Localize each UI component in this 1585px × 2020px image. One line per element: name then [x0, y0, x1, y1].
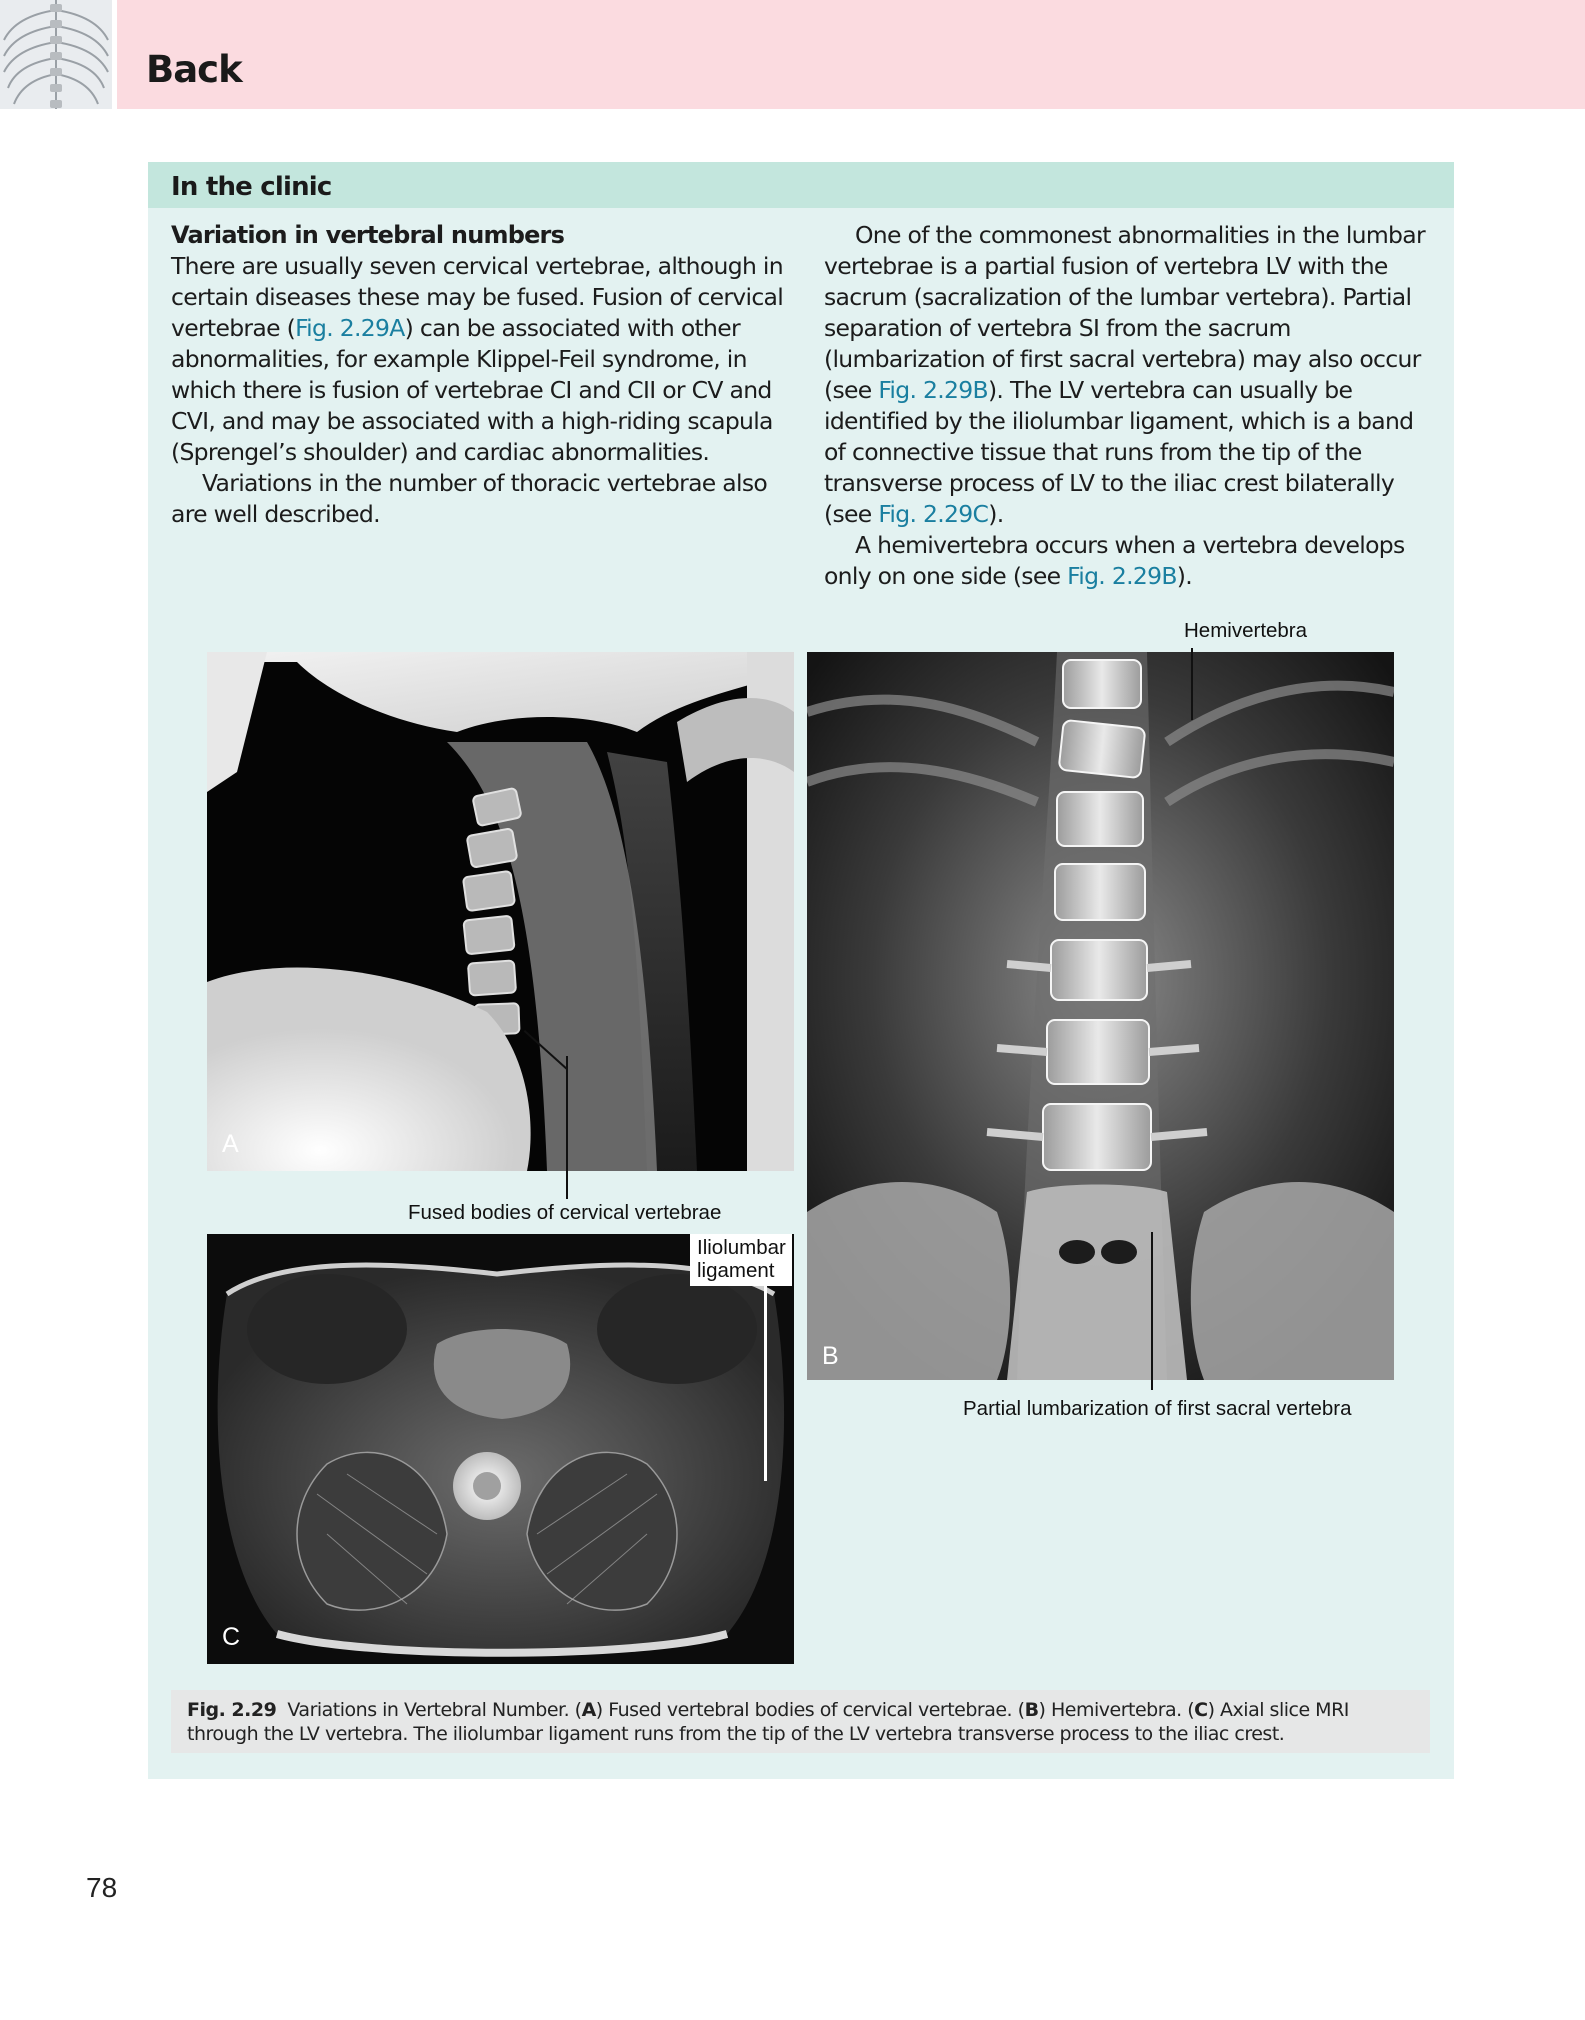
- text-run: One of the commonest abnormalities in the lumbar vertebrae is a partial fusion of vertebra LV with the sacrum (sacralization of the lumbar vertebra). Partial separation of vertebra SI from the sacrum (lumbarization of first sacral vertebra) may also occur (see: [824, 221, 1425, 404]
- label-line: Iliolumbar: [697, 1236, 786, 1259]
- page-number: 78: [86, 1872, 118, 1903]
- text-run: ).: [988, 500, 1004, 528]
- section-subheading: Variation in vertebral numbers: [171, 221, 565, 249]
- leader-line-a: [566, 1056, 568, 1199]
- figure-link-2-29b-second[interactable]: Fig. 2.29B: [1067, 562, 1177, 590]
- left-text-column: [171, 220, 786, 530]
- clinic-box-title: In the clinic: [171, 172, 332, 202]
- paragraph-lumbar: [824, 220, 1439, 530]
- xray-panel-a: [207, 652, 794, 1171]
- panel-letter-c: C: [222, 1623, 241, 1651]
- label-line: ligament: [697, 1259, 775, 1282]
- caption-run: ) Hemivertebra. (: [1038, 1699, 1195, 1721]
- leader-line-hemivertebra: [1191, 648, 1193, 720]
- paragraph-thoracic: Variations in the number of thoracic vertebrae also are well described.: [171, 469, 768, 528]
- caption-letter: C: [1194, 1699, 1208, 1721]
- right-text-column: [824, 220, 1439, 592]
- figure-caption: [171, 1690, 1430, 1753]
- caption-letter: B: [1024, 1699, 1039, 1721]
- paragraph-hemivertebra: [824, 530, 1439, 592]
- header-band: [117, 0, 1585, 109]
- text-run: ) can be associated with other abnormalities, for example Klippel-Feil syndrome, in which there is fusion of vertebrae CI and CII or CV and CVI, and may be associated with a high-riding scapula (Sprengel’s shoulder) and cardiac abnormalities.: [171, 314, 773, 466]
- panel-letter-a: A: [222, 1130, 239, 1158]
- figure-link-2-29c[interactable]: Fig. 2.29C: [878, 500, 989, 528]
- caption-run: ) Fused vertebral bodies of cervical vertebrae. (: [595, 1699, 1025, 1721]
- text-run: There are usually seven cervical vertebrae, although in certain diseases these may be fused. Fusion of cervical vertebrae (: [171, 252, 784, 342]
- leader-line-lumbarization: [1151, 1232, 1153, 1390]
- figure-link-2-29a[interactable]: Fig. 2.29A: [295, 314, 405, 342]
- leader-line-iliolumbar: [764, 1286, 767, 1481]
- text-run: A hemivertebra occurs when a vertebra develops only on one side (see: [824, 531, 1405, 590]
- caption-run: ) Axial slice MRI through the LV vertebra. The iliolumbar ligament runs from the tip of the LV vertebra transverse process to the iliac crest.: [187, 1699, 1349, 1745]
- text-run: ).: [1176, 562, 1193, 590]
- label-fused-bodies: Fused bodies of cervical vertebrae: [408, 1201, 722, 1224]
- text-run: ). The LV vertebra can usually be identified by the iliolumbar ligament, which is a band of connective tissue that runs from the tip of the transverse process of LV to the iliac crest bilaterally (see: [824, 376, 1414, 528]
- caption-letter: A: [581, 1699, 596, 1721]
- caption-run: Variations in Vertebral Number. (: [287, 1699, 582, 1721]
- caption-figure-number: Fig. 2.29: [187, 1699, 277, 1721]
- figure-caption-text: [187, 1698, 1417, 1746]
- spine-thumbnail-icon: [0, 0, 112, 109]
- paragraph-cervical: [171, 251, 786, 468]
- panel-letter-b: B: [822, 1342, 839, 1370]
- label-partial-lumbarization: Partial lumbarization of first sacral vertebra: [963, 1397, 1352, 1420]
- label-hemivertebra: Hemivertebra: [1184, 619, 1308, 642]
- figure-link-2-29b[interactable]: Fig. 2.29B: [878, 376, 988, 404]
- chapter-title: Back: [146, 48, 242, 91]
- mri-panel-c: [207, 1234, 794, 1664]
- xray-panel-b: [807, 652, 1394, 1380]
- label-iliolumbar-ligament: [697, 1236, 786, 1282]
- clinic-box-header: [148, 162, 1454, 208]
